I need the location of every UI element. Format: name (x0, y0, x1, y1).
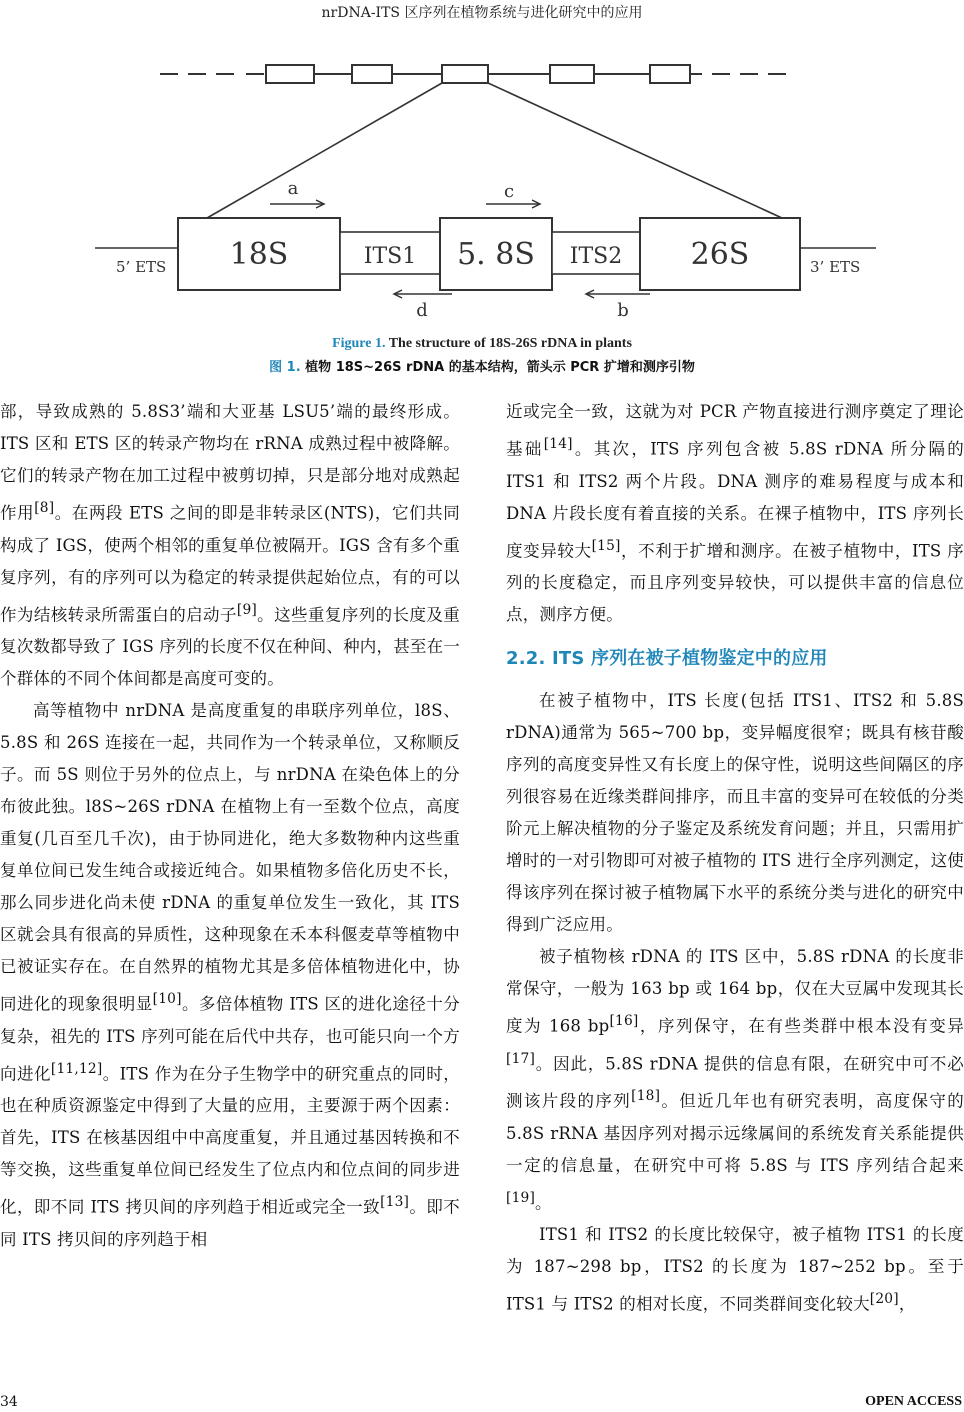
text-run: 被子植物核 rDNA 的 ITS 区中，5.8S rDNA 的长度非常保守，一般为 163 bp 或 164 bp，仅在大豆属中发现其长度为 168 bp (506, 947, 964, 1036)
repeat-unit-box-1 (266, 65, 314, 83)
citation-13[interactable]: [13] (380, 1194, 410, 1210)
citation-15[interactable]: [15] (591, 537, 621, 554)
section-heading-2-2: 2.2. ITS 序列在被子植物鉴定中的应用 (506, 648, 828, 669)
label-its2: ITS2 (569, 244, 623, 269)
page-number: 34 (0, 1394, 18, 1410)
citation-18[interactable]: [18] (631, 1088, 661, 1104)
citation-10[interactable]: [10] (152, 991, 182, 1007)
text-run: 。多倍体植物 ITS 区的进化途径十分复杂，祖先的 ITS 序列可能在后代中共存，也可能只向一个方向进化 (0, 994, 460, 1083)
figure-label-en: Figure 1. (332, 336, 386, 351)
label-26s: 26S (690, 237, 750, 272)
text-run: ， (898, 1294, 916, 1314)
left-column (0, 396, 460, 1256)
label-5-8s: 5. 8S (457, 237, 535, 272)
text-run: 。因此，5.8S rDNA 提供的信息有限，在研究中可不必测该片段的序列 (506, 1054, 964, 1111)
primer-c-label: c (503, 181, 515, 202)
label-its1: ITS1 (363, 244, 417, 269)
text-run: 。这些重复序列的长度及重复次数都导致了 IGS 序列的长度不仅在种间、种内，甚至在一个群体的不同个体间都是高度可变的。 (0, 605, 460, 688)
citation-8[interactable]: [8] (34, 500, 55, 516)
citation-14[interactable]: [14] (543, 436, 573, 452)
expansion-line-left (207, 83, 442, 218)
text-run: 。 (535, 1193, 552, 1212)
expansion-line-right (488, 83, 782, 218)
citation-20[interactable]: [20] (869, 1291, 899, 1307)
right-paragraph-4 (506, 1219, 964, 1321)
primer-b-label: b (617, 300, 629, 321)
open-access-label: OPEN ACCESS (865, 1394, 962, 1409)
repeat-unit-box-4 (550, 65, 594, 83)
text-run: 部，导致成熟的 5.8S3’端和大亚基 LSU5’端的最终形成。ITS 区和 ETS 区的转录产物均在 rRNA 成熟过程中被降解。它们的转录产物在加工过程中被剪切掉，只是部分地对成熟起作用 (0, 402, 460, 523)
text-run: 。ITS 作为在分子生物学中的研究重点的同时，也在种质资源鉴定中得到了大量的应用，主要源于两个因素：首先，ITS 在核基因组中中高度重复，并且通过基因转换和不等交换，这些重复单位间已经发生了位点内和位点间的同步进化，即不同 ITS 拷贝间的序列趋于相近或完全一致 (0, 1064, 461, 1217)
right-column (506, 396, 964, 1321)
text-run: ，序列保守，在有些类群中根本没有变异 (638, 1016, 964, 1036)
figure-title-en: The structure of 18S-26S rDNA in plants (385, 336, 632, 351)
left-paragraph-2 (0, 695, 460, 1256)
label-18s: 18S (229, 237, 289, 272)
rdna-diagram (90, 50, 890, 335)
text-run: 近或完全一致，这就为对 PCR 产物直接进行测序奠定了理论基础 (506, 402, 964, 459)
rdna-structure-figure (90, 50, 890, 335)
repeat-unit-box-2 (352, 65, 392, 83)
repeat-unit-box-3 (442, 65, 488, 83)
label-3-ets: 3’ ETS (810, 258, 861, 276)
label-5-ets: 5’ ETS (116, 258, 167, 276)
right-paragraph-3 (506, 941, 964, 1219)
figure-title-zh: 植物 18S~26S rDNA 的基本结构，箭头示 PCR 扩增和测序引物 (300, 360, 695, 375)
citation-16[interactable]: [16] (609, 1013, 639, 1029)
text-run: ，不利于扩增和测序。在被子植物中，ITS 序列的长度稳定，而且序列变异较快，可以提供丰富的信息位点，测序方便。 (506, 541, 964, 624)
right-paragraph-1 (506, 396, 964, 631)
text-run: 高等植物中 nrDNA 是高度重复的串联序列单位，l8S、5.8S 和 26S 连接在一起，共同作为一个转录单位，又称顺反子。而 5S 则位于另外的位点上，与 nrDNA 在染色体上的分布彼此独。l8S~26S rDNA 在植物上有一至数个位点，高度重复(几百至几千次)，由于协同进化，绝大多数物种内这些重复单位间已发生纯合或接近纯合。如果植物多倍化历史不长，那么同步进化尚未使 rDNA 的重复单位发生一致化，其 ITS 区就会具有很高的异质性，这种现象在禾本科偃麦草等植物中已被证实存在。在自然界的植物尤其是多倍体植物进化中，协同进化的现象很明显 (0, 701, 460, 1014)
primer-a-label: a (287, 178, 299, 199)
figure-caption-zh (0, 356, 964, 375)
running-head: nrDNA-ITS 区序列在植物系统与进化研究中的应用 (321, 5, 643, 21)
citation-11-12[interactable]: [11,12] (50, 1060, 103, 1077)
primer-d-label: d (416, 300, 428, 321)
text-run: 。在两段 ETS 之间的即是非转录区(NTS)，它们共同构成了 IGS，使两个相邻的重复单位被隔开。IGS 含有多个重复序列，有的序列可以为稳定的转录提供起始位点，有的可以作为结核转录所需蛋白的启动子 (0, 503, 460, 624)
text-run: 。但近几年也有研究表明，高度保守的 5.8S rRNA 基因序列对揭示远缘属间的系统发育关系能提供一定的信息量，在研究中可将 5.8S 与 ITS 序列结合起来 (506, 1091, 964, 1175)
text-run: ITS1 和 ITS2 的长度比较保守，被子植物 ITS1 的长度为 187~298 bp，ITS2 的长度为 187~252 bp。至于 ITS1 与 ITS2 的相对长度，不同类群间变化较大 (506, 1225, 964, 1314)
left-paragraph-1 (0, 396, 460, 695)
citation-9[interactable]: [9] (236, 601, 257, 618)
citation-19[interactable]: [19] (506, 1189, 536, 1206)
figure-caption-en (0, 336, 964, 352)
citation-17[interactable]: [17] (506, 1050, 536, 1067)
text-run: 。其次，ITS 序列包含被 5.8S rDNA 所分隔的 ITS1 和 ITS2 两个片段。DNA 测序的难易程度与成本和 DNA 片段长度有着直接的关系。在裸子植物中，ITS 序列长度变异较大 (506, 439, 964, 560)
right-paragraph-2: 在被子植物中，ITS 长度(包括 ITS1、ITS2 和 5.8S rDNA)通常为 565~700 bp，变异幅度很窄；既具有核苷酸序列的高度变异性又有长度上的保守性，说明这些间隔区的序列很容易在近缘类群间排序，而且丰富的变异可在较低的分类阶元上解决植物的分子鉴定及系统发育问题；并且，只需用扩增时的一对引物即可对被子植物的 ITS 进行全序列测定，这使得该序列在探讨被子植物属下水平的系统分类与进化的研究中得到广泛应用。 (506, 691, 964, 934)
text-run: 。即不同 ITS 拷贝间的序列趋于相 (0, 1197, 460, 1249)
figure-label-zh: 图 1. (269, 360, 301, 375)
repeat-unit-box-5 (650, 65, 690, 83)
